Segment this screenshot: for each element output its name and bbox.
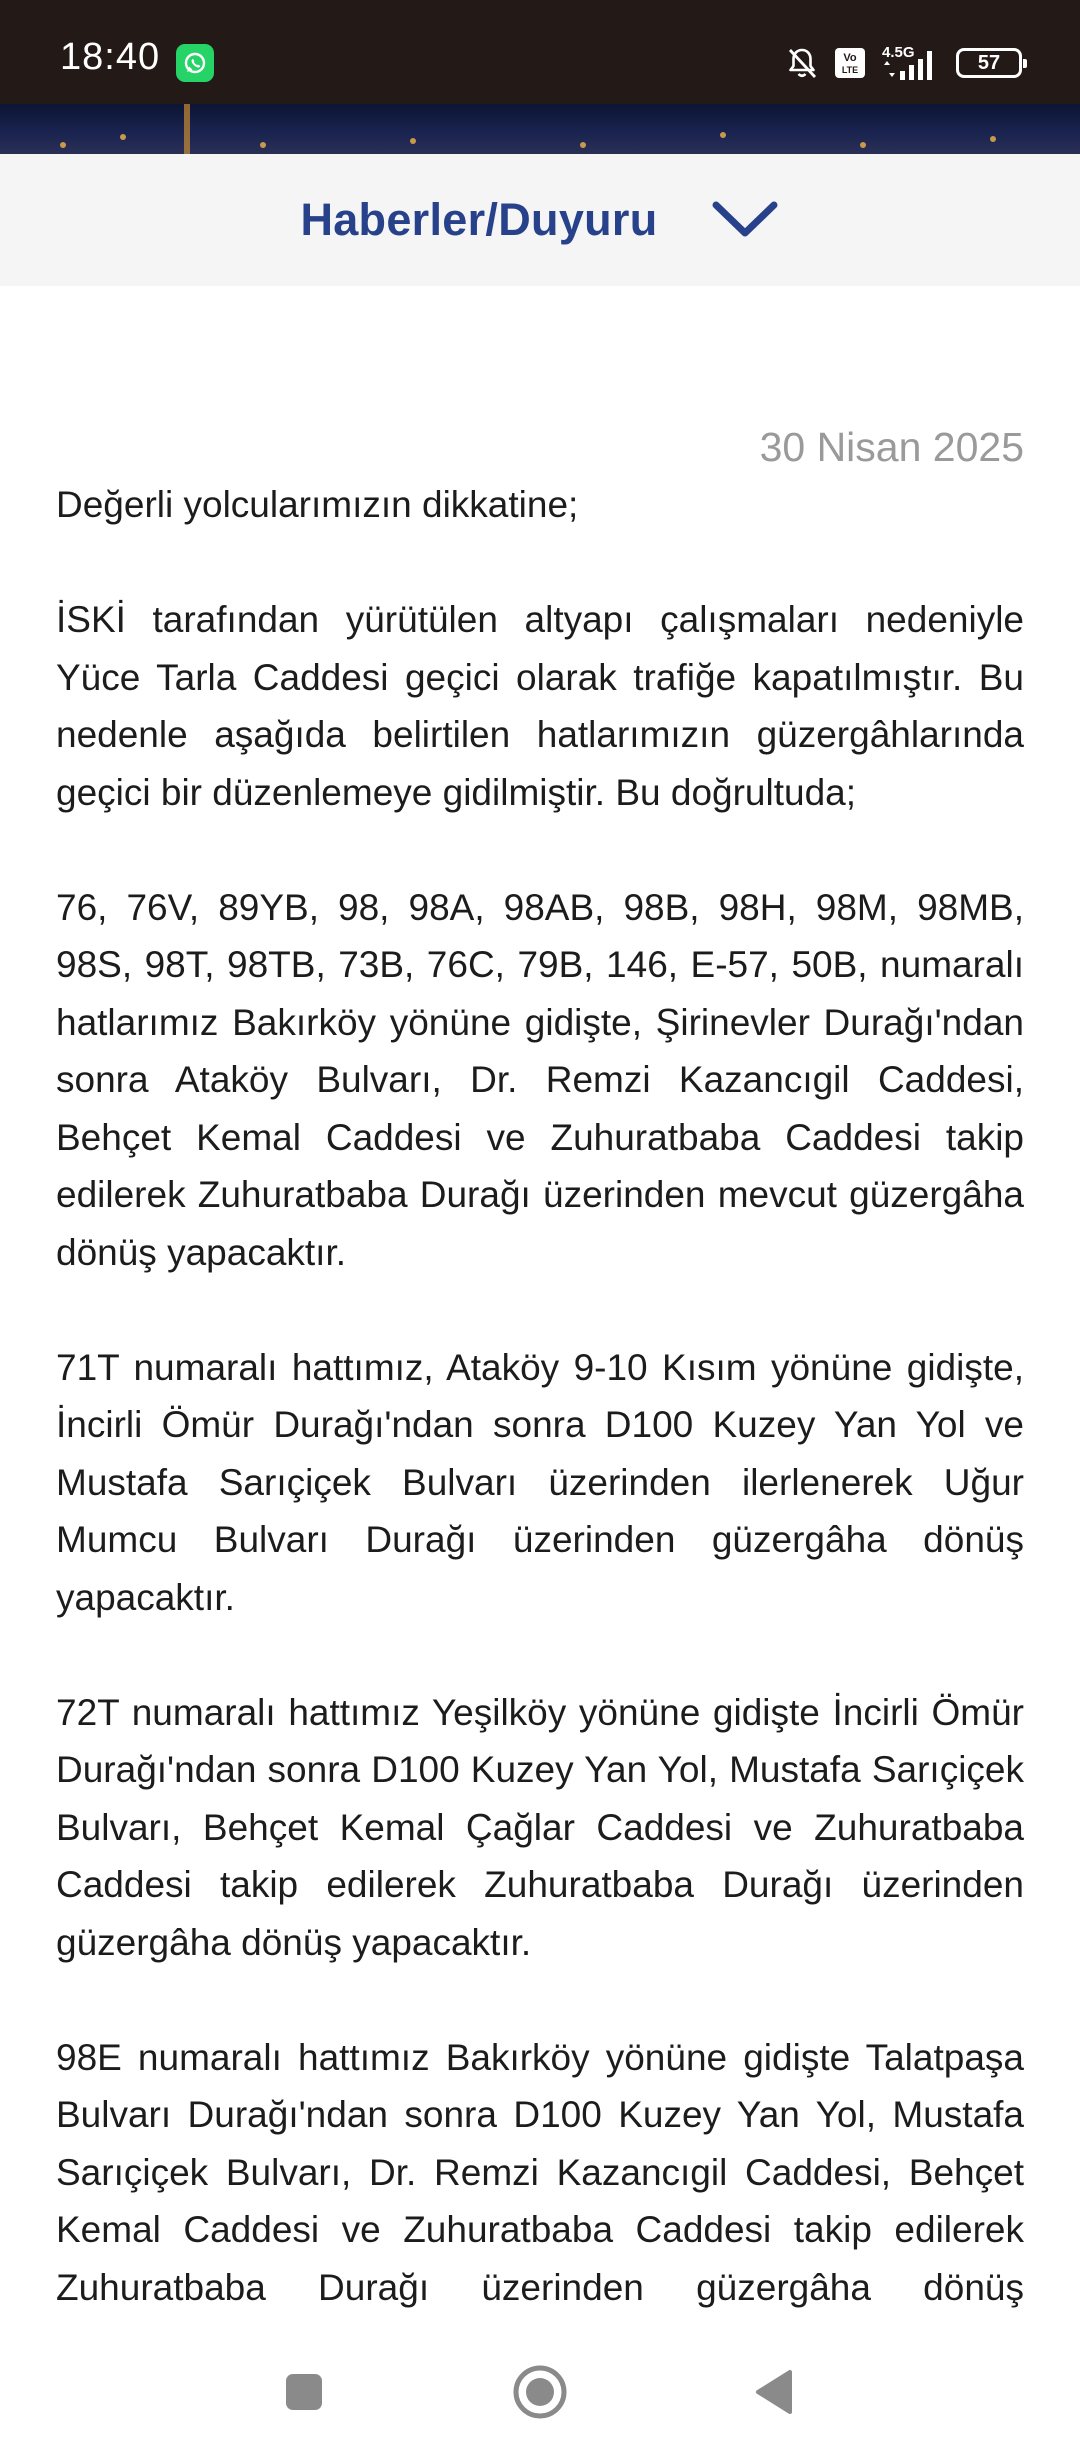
recent-apps-icon xyxy=(282,2370,326,2414)
back-icon xyxy=(752,2368,796,2416)
article-body xyxy=(56,476,1024,2374)
status-time: 18:40 xyxy=(60,36,161,78)
svg-text:Vo: Vo xyxy=(843,52,857,64)
article-content[interactable] xyxy=(0,286,1080,2330)
home-button[interactable] xyxy=(500,2362,580,2422)
article-date: 30 Nisan 2025 xyxy=(759,424,1024,470)
battery-icon xyxy=(956,48,1022,78)
navigation-bar xyxy=(0,2330,1080,2460)
article-paragraph: 76, 76V, 89YB, 98, 98A, 98AB, 98B, 98H, 98M, 98MB, 98S, 98T, 98TB, 73B, 76C, 79B, 146, E-57, 50B, numaralı hatlarımız Bakırköy yönüne gidişte, Şirinevler Durağı'ndan sonra Ataköy Bulvarı, Dr. Remzi Kazancıgil Caddesi, Behçet Kemal Caddesi ve Zuhuratbaba Caddesi takip edilerek Zuhuratbaba Durağı üzerinden mevcut güzergâha dönüş yapacaktır. xyxy=(56,886,1024,1273)
status-icons xyxy=(784,40,1022,86)
category-dropdown[interactable] xyxy=(0,154,1080,286)
article-paragraph: 98E numaralı hattımız Bakırköy yönüne gidişte Talatpaşa Bulvarı Durağı'ndan sonra D100 Kuzey Yan Yol, Mustafa Sarıçiçek Bulvarı, Dr. Remzi Kazancıgil Caddesi, Behçet Kemal Caddesi ve Zuhuratbaba Caddesi takip edilerek Zuhuratbaba Durağı üzerinden güzergâha dönüş xyxy=(56,2036,1024,2308)
article-paragraph: 72T numaralı hattımız Yeşilköy yönüne gidişte İncirli Ömür Durağı'ndan sonra D100 Kuzey Yan Yol, Mustafa Sarıçiçek Bulvarı, Behçet Kemal Çağlar Caddesi ve Zuhuratbaba Caddesi takip edilerek Zuhuratbaba Durağı üzerinden güzergâha dönüş yapacaktır. xyxy=(56,1691,1024,1963)
signal-icon xyxy=(880,43,942,83)
page-title: Haberler/Duyuru xyxy=(300,194,658,245)
status-bar xyxy=(0,0,1080,104)
chevron-down-icon[interactable] xyxy=(710,199,780,241)
back-button[interactable] xyxy=(734,2362,814,2422)
home-icon xyxy=(511,2363,569,2421)
battery-level: 57 xyxy=(977,51,1001,74)
network-type-label: 4.5G xyxy=(882,44,915,61)
article-paragraph: 71T numaralı hattımız, Ataköy 9-10 Kısım yönüne gidişte, İncirli Ömür Durağı'ndan sonra D100 Kuzey Yan Yol ve Mustafa Sarıçiçek Bulvarı üzerinden ilerlenerek Uğur Mumcu Bulvarı Durağı üzerinden güzergâha dönüş yapacaktır. xyxy=(56,1346,1024,1618)
article-paragraph: İSKİ tarafından yürütülen altyapı çalışmaları nedeniyle Yüce Tarla Caddesi geçici olarak trafiğe kapatılmıştır. Bu nedenle aşağıda belirtilen hatlarımızın güzergâhlarında geçici bir düzenlemeye gidilmiştir. Bu doğrultuda; xyxy=(56,599,1024,813)
svg-text:LTE: LTE xyxy=(841,65,859,75)
bell-off-icon xyxy=(784,45,820,81)
recent-apps-button[interactable] xyxy=(264,2362,344,2422)
whatsapp-icon xyxy=(176,44,214,82)
volte-icon xyxy=(834,47,866,79)
header-banner-image xyxy=(0,104,1080,154)
article-paragraph: Değerli yolcularımızın dikkatine; xyxy=(56,484,579,525)
